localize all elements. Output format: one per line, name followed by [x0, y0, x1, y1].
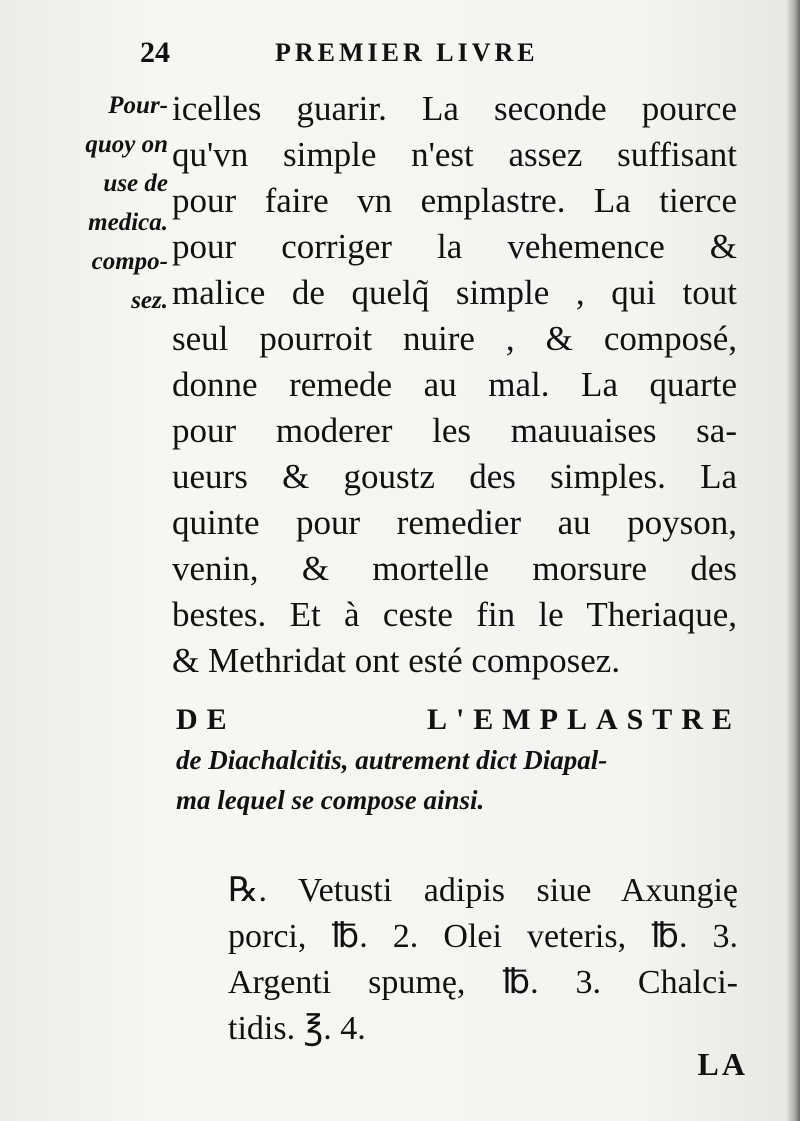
margin-note-line: sez.	[131, 287, 168, 314]
running-title: PREMIER LIVRE	[275, 38, 539, 67]
body-line: pour moderer les mauuaises sa-	[172, 411, 737, 450]
section-subtitle-line: de Diachalcitis, autrement dict Diapal-	[176, 745, 608, 775]
margin-note-line: quoy on	[85, 131, 168, 158]
body-line: quinte pour remedier au poyson,	[172, 503, 737, 542]
catchword: LA	[697, 1046, 748, 1082]
recipe-line: ℞. Vetusti adipis siue Axungię	[228, 872, 738, 909]
body-line: donne remede au mal. La quarte	[172, 365, 737, 404]
margin-note-line: use de	[103, 170, 168, 197]
page-number: 24	[140, 36, 170, 69]
recipe-line: tidis. ℥. 4.	[228, 1010, 366, 1047]
margin-note-line: medica.	[88, 209, 168, 236]
body-line: & Methridat ont esté composez.	[172, 641, 621, 680]
section-heading	[176, 700, 741, 820]
body-line: pour faire vn emplastre. La tierce	[172, 181, 737, 220]
body-line: malice de quelq̃ simple , qui tout	[172, 273, 737, 312]
margin-note	[28, 86, 168, 320]
margin-note-line: Pour-	[108, 92, 168, 119]
body-paragraph	[172, 86, 737, 684]
recipe-line: Argenti spumę, ℔. 3. Chalci-	[228, 964, 738, 1001]
page-edge-shadow	[786, 0, 800, 1121]
margin-note-line: compo-	[91, 248, 168, 275]
section-title: DE L'EMPLASTRE	[176, 703, 741, 736]
body-line: bestes. Et à ceste fin le Theriaque,	[172, 595, 737, 634]
recipe-block	[228, 868, 738, 1052]
body-line: pour corriger la vehemence &	[172, 227, 737, 266]
body-line: icelles guarir. La seconde pource	[172, 89, 737, 128]
section-subtitle-line: ma lequel se compose ainsi.	[176, 785, 485, 815]
body-line: venin, & mortelle morsure des	[172, 549, 737, 588]
body-line: ueurs & goustz des simples. La	[172, 457, 737, 496]
body-line: seul pourroit nuire , & composé,	[172, 319, 737, 358]
body-line: qu'vn simple n'est assez suffisant	[172, 135, 737, 174]
recipe-line: porci, ℔. 2. Olei veteris, ℔. 3.	[228, 918, 738, 955]
